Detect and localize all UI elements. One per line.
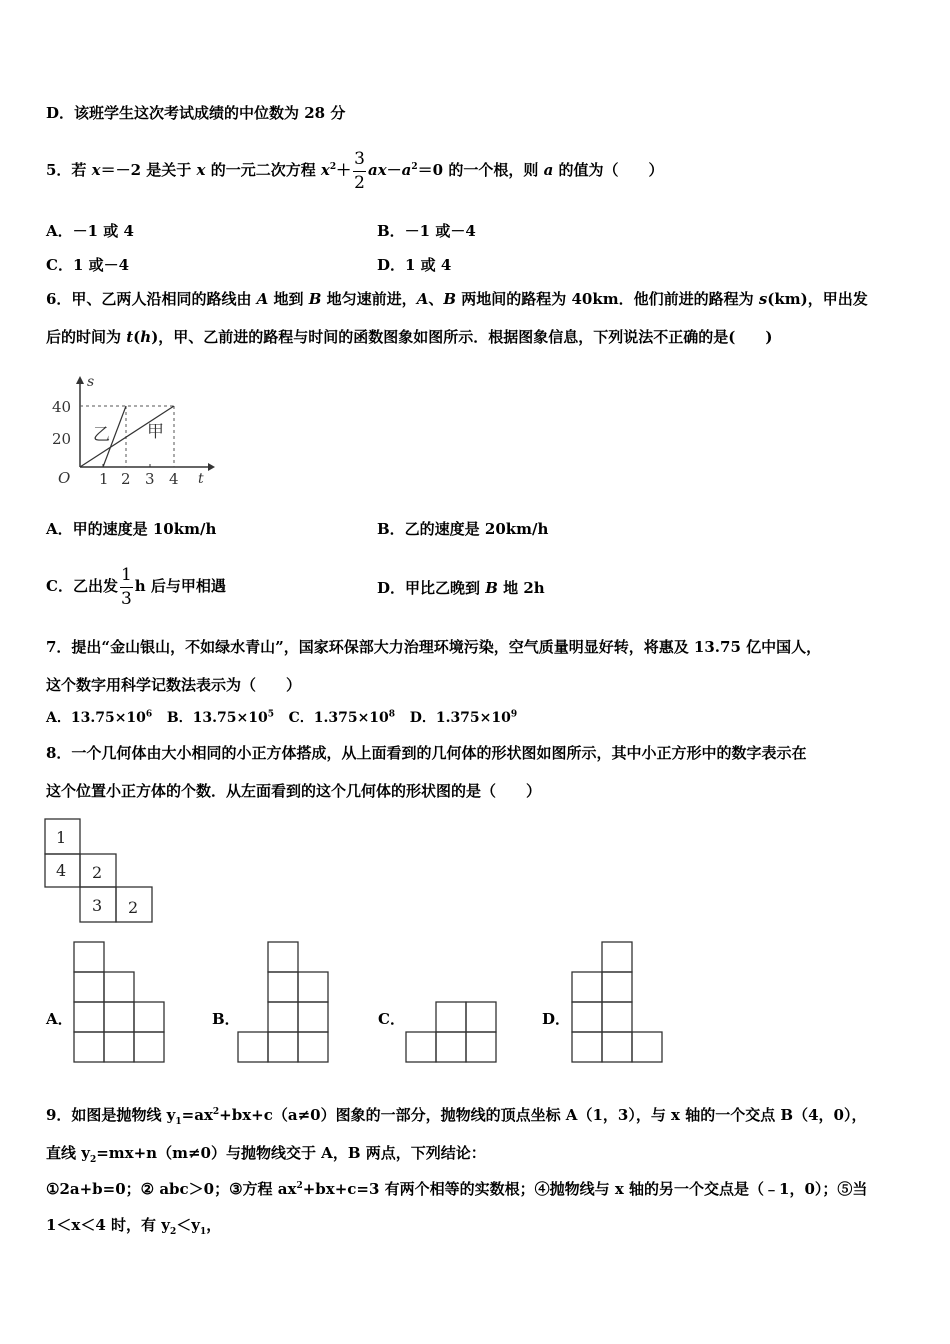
q5-option-c: C．1 或－4 bbox=[46, 256, 130, 274]
grid-num-4: 4 bbox=[56, 861, 67, 880]
q5-option-a: A．－1 或 4 bbox=[46, 222, 134, 240]
q6-option-b: B．乙的速度是 20km/h bbox=[377, 520, 549, 538]
grid-num-1: 1 bbox=[56, 828, 67, 847]
q8-stem-line2: 这个位置小正方体的个数．从左面看到的这个几何体的形状图的是（ ） bbox=[46, 782, 542, 800]
x-tick-2: 2 bbox=[121, 470, 131, 488]
q8-top-view-grid bbox=[44, 816, 156, 926]
q7-option-c: C．$1.375\times 10^8$ bbox=[288, 709, 396, 726]
y-tick-20: 20 bbox=[52, 430, 72, 448]
q8-option-b-label: B． bbox=[212, 1010, 240, 1028]
q8-option-a-figure bbox=[72, 940, 166, 1066]
origin-label: O bbox=[58, 469, 71, 487]
grid-num-2b: 2 bbox=[128, 898, 139, 917]
label-jia: 甲 bbox=[147, 422, 164, 442]
y-tick-40: 40 bbox=[52, 398, 72, 416]
q6-option-a: A．甲的速度是 10km/h bbox=[46, 520, 217, 538]
q8-option-d-figure bbox=[570, 940, 664, 1066]
q7-option-b: B．$13.75\times 10^5$ bbox=[166, 709, 274, 726]
y-axis-label: s bbox=[87, 374, 95, 390]
q8-option-c-label: C． bbox=[378, 1010, 405, 1028]
q8-stem-line1: 8．一个几何体由大小相同的小正方体搭成，从上面看到的几何体的形状图如图所示，其中小正方形中的数字表示在 bbox=[46, 744, 807, 762]
q9-statements-line1: ①2a+b=0；② abc＞0；③方程 $ax^2+bx+c=3$ 有两个相等的实数根；④抛物线与 x 轴的另一个交点是（﹣1，0）；⑤当 bbox=[46, 1180, 868, 1198]
x-axis-label: t bbox=[198, 471, 204, 487]
y-axis-arrow bbox=[76, 376, 84, 384]
x-tick-1: 1 bbox=[99, 470, 109, 488]
q6-stem-line2: 后的时间为 t(h)，甲、乙前进的路程与时间的函数图象如图所示．根据图象信息，下列说法不正确的是( ) bbox=[46, 328, 773, 346]
q8-option-a-label: A． bbox=[46, 1010, 73, 1028]
q7-option-d: D．$1.375\times 10^9$ bbox=[409, 709, 518, 726]
q7-stem-line2: 这个数字用科学记数法表示为（ ） bbox=[46, 676, 302, 694]
q6-distance-time-graph bbox=[40, 370, 220, 490]
q5-option-b: B．－1 或－4 bbox=[377, 222, 476, 240]
q7-options bbox=[46, 707, 517, 727]
q9-stem-line2: 直线 $y_2=mx+n(m\ne 0)$与抛物线交于 A，B 两点，下列结论： bbox=[46, 1144, 486, 1165]
q5-option-d: D．1 或 4 bbox=[377, 256, 452, 274]
label-yi: 乙 bbox=[93, 425, 110, 445]
q4-option-d: D．该班学生这次考试成绩的中位数为 28 分 bbox=[46, 104, 346, 122]
q6-option-c-fraction: $\frac{1}{3}$ bbox=[120, 564, 132, 609]
q8-option-c-figure bbox=[404, 1000, 498, 1066]
q9-stem-line1: 9．如图是抛物线 $y_1=ax^2+bx+c(a\ne 0)$图象的一部分，抛物线的顶点坐标 A（1，3），与 x 轴的一个交点 B（4，0）， bbox=[46, 1106, 867, 1127]
q7-stem-line1: 7．提出“金山银山，不如绿水青山”，国家环保部大力治理环境污染，空气质量明显好转，将惠及 13.75 亿中国人， bbox=[46, 638, 822, 656]
q6-option-c: C．乙出发 $\frac{1}{3}$ h 后与甲相遇 bbox=[46, 564, 226, 609]
q7-option-a: A．$13.75\times 10^6$ bbox=[46, 709, 153, 726]
q5-stem: 5．若 x＝－2 是关于 x 的一元二次方程 $x^2+$ $\frac{3}{2}$ $ax-a^2=0$ 的一个根，则 a 的值为（ ） bbox=[46, 148, 664, 193]
grid-num-2a: 2 bbox=[92, 863, 103, 882]
x-axis-arrow bbox=[208, 463, 215, 471]
q5-fraction: $\frac{3}{2}$ bbox=[354, 148, 365, 193]
q8-option-d-label: D． bbox=[542, 1010, 571, 1028]
x-tick-4: 4 bbox=[169, 470, 179, 488]
q6-stem-line1: 6．甲、乙两人沿相同的路线由 A 地到 B 地匀速前进，A、B 两地间的路程为 40km．他们前进的路程为 s(km)，甲出发 bbox=[46, 290, 868, 308]
x-tick-3: 3 bbox=[145, 470, 155, 488]
grid-num-3: 3 bbox=[92, 896, 103, 915]
q6-option-d: D．甲比乙晚到 B 地 2h bbox=[377, 579, 545, 597]
q8-option-b-figure bbox=[236, 940, 330, 1066]
q9-statements-line2: 1＜x＜4 时，有 $y_2<y_1$， bbox=[46, 1216, 222, 1237]
